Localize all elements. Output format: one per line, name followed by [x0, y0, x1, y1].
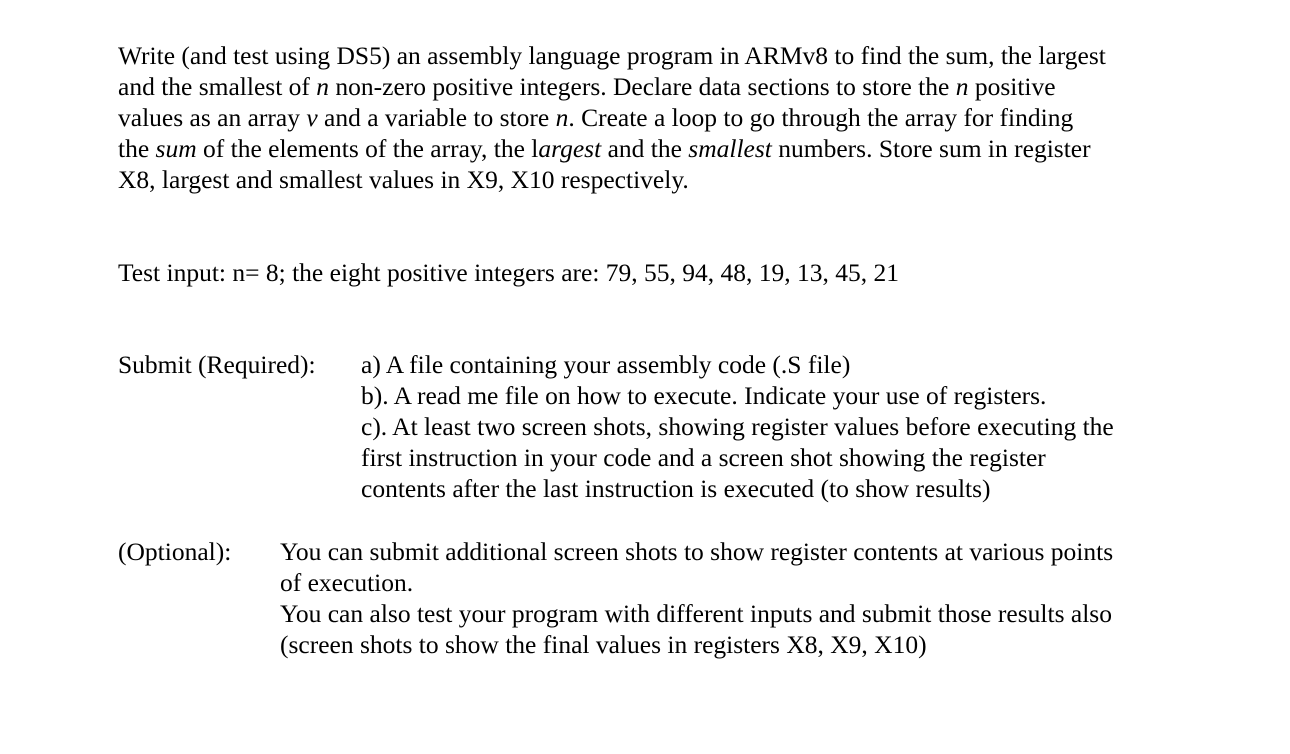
- italic-sum: sum: [155, 134, 197, 163]
- submit-item-c-line-1: c). At least two screen shots, showing register values before executing the: [361, 412, 1114, 441]
- intro-line-3: [118, 102, 1198, 133]
- intro-text: and the: [601, 134, 689, 163]
- italic-smallest: smallest: [688, 134, 772, 163]
- optional-para-1-line-2: of execution.: [280, 568, 414, 597]
- intro-text: . Create a loop to go through the array for finding: [568, 103, 1074, 132]
- submit-items: [361, 349, 1114, 504]
- italic-n: n: [555, 103, 569, 132]
- optional-para-2-line-2: (screen shots to show the final values in registers X8, X9, X10): [280, 630, 927, 659]
- intro-line-1: Write (and test using DS5) an assembly language program in ARMv8 to find the sum, the largest: [118, 41, 1106, 70]
- intro-line-4: [118, 133, 1198, 164]
- intro-line-2: [118, 71, 1198, 102]
- submit-item-c-line-3: contents after the last instruction is executed (to show results): [361, 474, 991, 503]
- intro-text: non-zero positive integers. Declare data sections to store the: [329, 72, 956, 101]
- submit-item-b: b). A read me file on how to execute. Indicate your use of registers.: [361, 381, 1047, 410]
- test-input-text: Test input: n= 8; the eight positive integers are: 79, 55, 94, 48, 19, 13, 45, 21: [118, 258, 900, 287]
- intro-text: the: [118, 134, 156, 163]
- intro-text: of the elements of the array, the l: [196, 134, 539, 163]
- submit-item-a: a) A file containing your assembly code (.S file): [361, 350, 851, 379]
- assignment-description: [118, 40, 1198, 195]
- intro-text: and a variable to store: [317, 103, 556, 132]
- submit-label: Submit (Required):: [118, 350, 316, 379]
- test-input: [118, 257, 899, 288]
- intro-text: and the smallest of: [118, 72, 317, 101]
- intro-line-5: X8, largest and smallest values in X9, X10 respectively.: [118, 165, 689, 194]
- intro-text: values as an array: [118, 103, 307, 132]
- optional-para-1-line-1: You can submit additional screen shots to show register contents at various points: [280, 537, 1114, 566]
- optional-items: [280, 536, 1113, 660]
- italic-largest: argest: [538, 134, 602, 163]
- italic-v: v: [306, 103, 318, 132]
- optional-label: (Optional):: [118, 537, 232, 566]
- italic-n: n: [316, 72, 330, 101]
- intro-text: positive: [968, 72, 1056, 101]
- submit-item-c-line-2: first instruction in your code and a screen shot showing the register: [361, 443, 1046, 472]
- intro-text: numbers. Store sum in register: [771, 134, 1091, 163]
- optional-para-2-line-1: You can also test your program with different inputs and submit those results also: [280, 599, 1112, 628]
- italic-n: n: [955, 72, 969, 101]
